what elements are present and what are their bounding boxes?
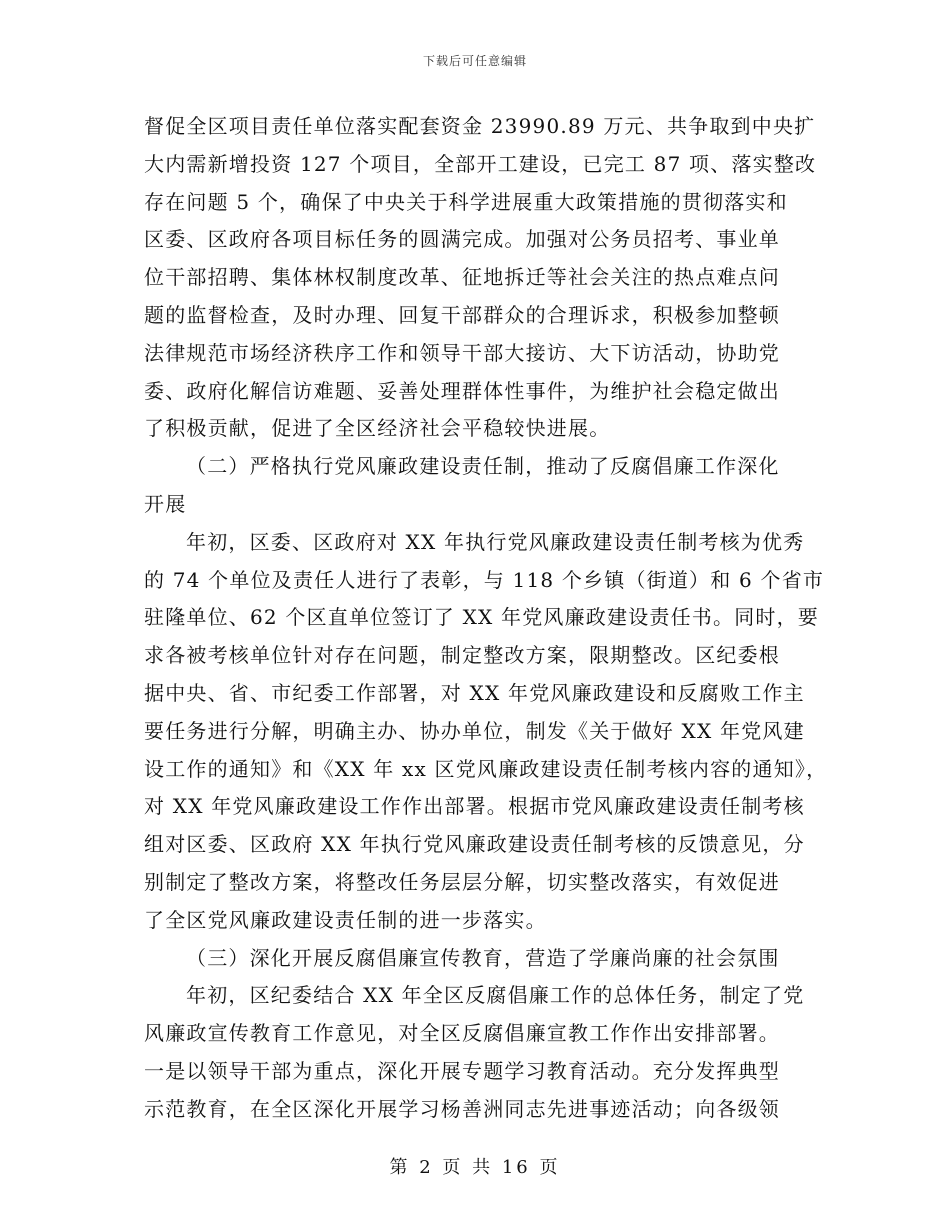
text-line: 督促全区项目责任单位落实配套资金 23990.89 万元、共争取到中央扩 — [144, 114, 816, 138]
text-line: 别制定了整改方案，将整改任务层层分解，切实整改落实，有效促进 — [144, 869, 780, 894]
text-line: 区委、区政府各项目标任务的圆满完成。加强对公务员招考、事业单 — [144, 227, 780, 252]
text-line: 存在问题 5 个，确保了中央关于科学进展重大政策措施的贯彻落实和 — [144, 189, 788, 214]
text-line: 据中央、省、市纪委工作部署，对 XX 年党风廉政建设和反腐败工作主 — [144, 680, 805, 705]
text-line: 位干部招聘、集体林权制度改革、征地拆迁等社会关注的热点难点问 — [144, 265, 780, 290]
text-line: 年初，区委、区政府对 XX 年执行党风廉政建设责任制考核为优秀 — [186, 529, 805, 554]
section-heading: （二）严格执行党风廉政建设责任制，推动了反腐倡廉工作深化 — [186, 454, 780, 479]
text-line: 示范教育，在全区深化开展学习杨善洲同志先进事迹活动；向各级领 — [144, 1096, 780, 1121]
text-line: 设工作的通知》和《XX 年 xx 区党风廉政建设责任制考核内容的通知》， — [144, 756, 828, 781]
text-line: 了全区党风廉政建设责任制的进一步落实。 — [144, 907, 547, 932]
text-line: 要任务进行分解，明确主办、协办单位，制发《关于做好 XX 年党风建 — [144, 718, 805, 743]
text-line: 了积极贡献，促进了全区经济社会平稳较快进展。 — [144, 416, 611, 441]
text-line: 法律规范市场经济秩序工作和领导干部大接访、大下访活动，协助党 — [144, 340, 780, 365]
text-line: 的 74 个单位及责任人进行了表彰，与 118 个乡镇（街道）和 6 个省市 — [144, 567, 825, 592]
text-line: 一是以领导干部为重点，深化开展专题学习教育活动。充分发挥典型 — [144, 1058, 780, 1083]
page-number-footer: 第 2 页 共 16 页 — [389, 1157, 561, 1178]
text-line: 大内需新增投资 127 个项目，全部开工建设，已完工 87 项、落实整改 — [144, 151, 817, 176]
body-text — [144, 108, 828, 1129]
text-line: 驻隆单位、62 个区直单位签订了 XX 年党风廉政建设责任书。同时，要 — [144, 605, 819, 630]
text-line: 年初，区纪委结合 XX 年全区反腐倡廉工作的总体任务，制定了党 — [186, 983, 805, 1008]
text-line: 组对区委、区政府 XX 年执行党风廉政建设责任制考核的反馈意见，分 — [144, 832, 805, 857]
section-heading: （三）深化开展反腐倡廉宣传教育，营造了学廉尚廉的社会氛围 — [186, 945, 780, 970]
text-line: 求各被考核单位针对存在问题，制定整改方案，限期整改。区纪委根 — [144, 643, 780, 668]
text-line: 对 XX 年党风廉政建设工作作出部署。根据市党风廉政建设责任制考核 — [144, 794, 805, 819]
page-header: 下载后可任意编辑 — [422, 54, 527, 68]
text-line: 风廉政宣传教育工作意见，对全区反腐倡廉宣教工作作出安排部署。 — [144, 1021, 780, 1046]
text-line: 题的监督检查，及时办理、回复干部群众的合理诉求，积极参加整顿 — [144, 302, 780, 327]
section-heading-continuation: 开展 — [144, 491, 187, 516]
text-line: 委、政府化解信访难题、妥善处理群体性事件，为维护社会稳定做出 — [144, 378, 780, 403]
